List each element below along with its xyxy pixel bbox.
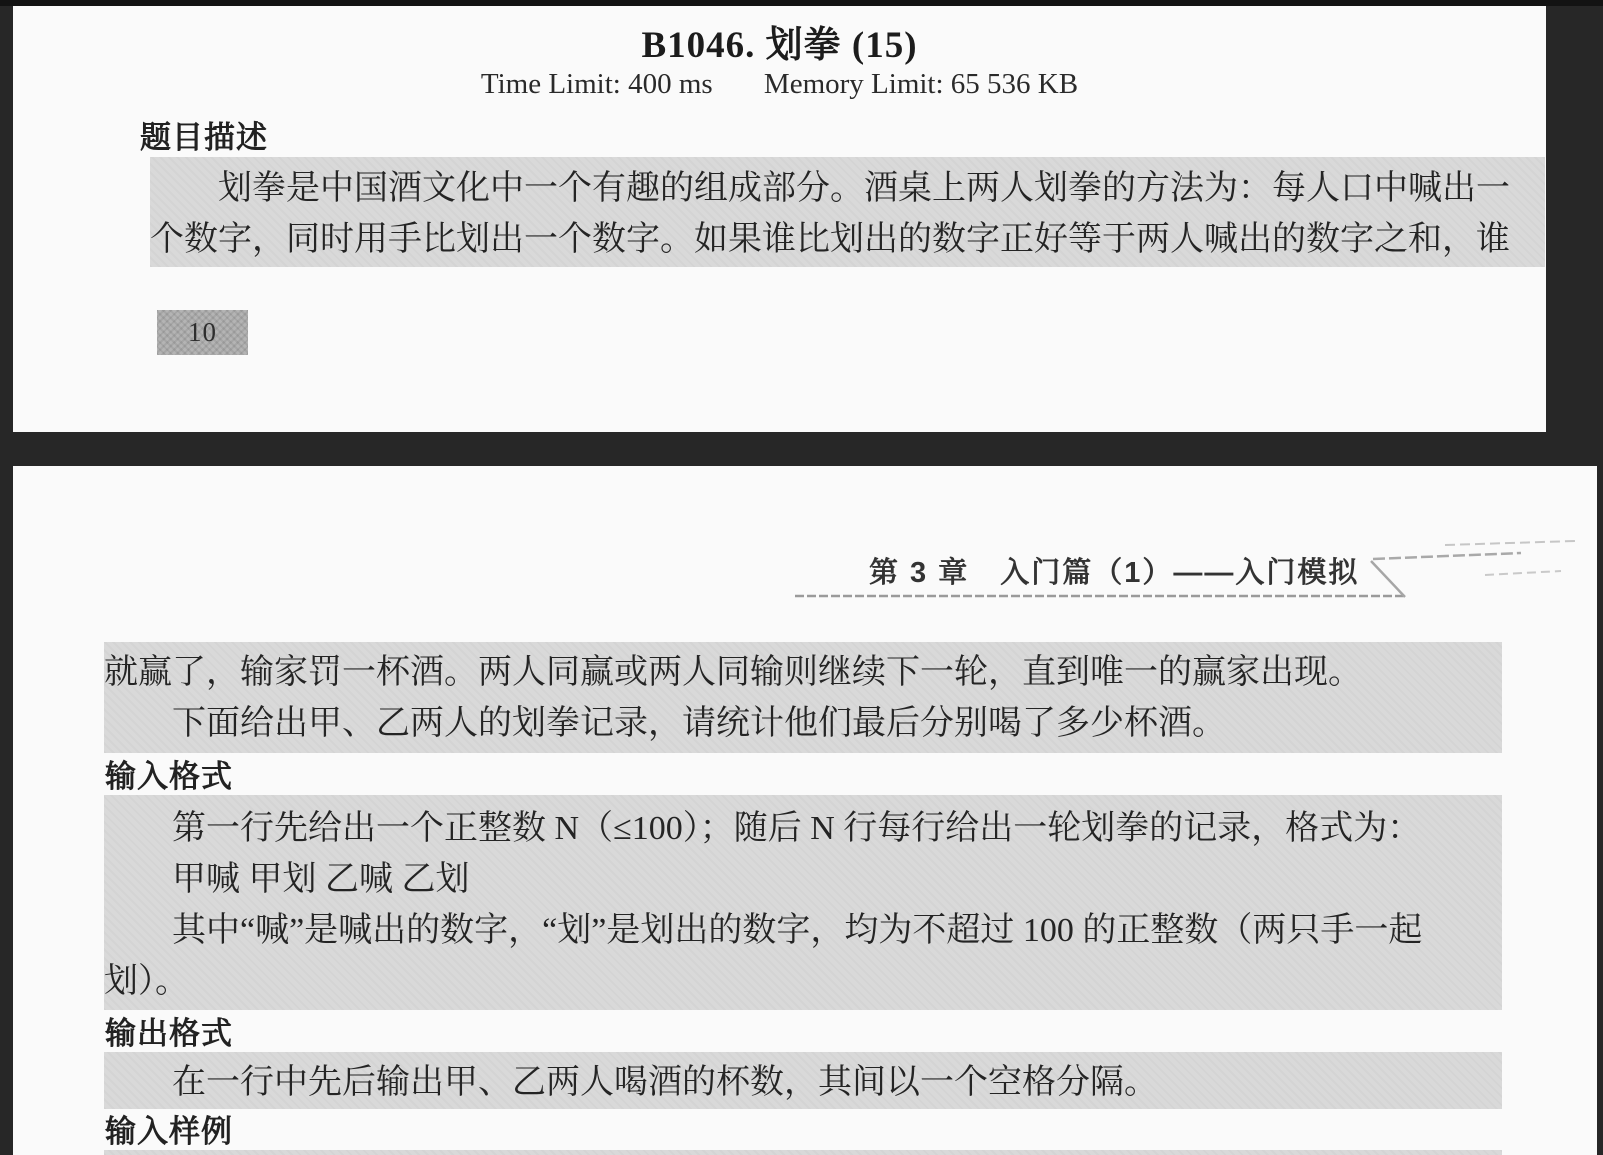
continuation-text-line: 就赢了，输家罚一杯酒。两人同赢或两人同输则继续下一轮，直到唯一的赢家出现。 xyxy=(104,654,1362,691)
sample-input-highlight-strip xyxy=(104,1150,1502,1155)
section-heading-description: 题目描述 xyxy=(140,120,268,155)
input-format-text-line: 第一行先给出一个正整数 N（≤100）；随后 N 行每行给出一轮划拳的记录，格式为： xyxy=(172,810,1422,847)
description-highlight-block xyxy=(150,157,1545,267)
section-heading-sample-input: 输入样例 xyxy=(105,1114,233,1149)
sample-number-box: 10 xyxy=(157,310,248,355)
output-format-text-line: 在一行中先后输出甲、乙两人喝酒的杯数，其间以一个空格分隔。 xyxy=(172,1064,1158,1101)
continuation-text-line: 下面给出甲、乙两人的划拳记录，请统计他们最后分别喝了多少杯酒。 xyxy=(172,705,1226,742)
problem-limits xyxy=(13,68,1546,101)
time-limit-label: Time Limit: 400 ms xyxy=(480,68,713,100)
memory-limit-label: Memory Limit: 65 536 KB xyxy=(763,68,1079,100)
problem-title: B1046. 划拳 (15) xyxy=(641,25,918,66)
input-format-text-line: 其中“喊”是喊出的数字，“划”是划出的数字，均为不超过 100 的正整数（两只手一起 xyxy=(172,912,1423,949)
header-flag-ornament xyxy=(773,536,1603,606)
section-heading-input-format: 输入格式 xyxy=(105,759,233,794)
continuation-highlight-block xyxy=(104,642,1502,753)
output-format-highlight-block xyxy=(104,1052,1502,1109)
page-fragment-bottom xyxy=(13,466,1597,1155)
input-format-text-line: 甲喊 甲划 乙喊 乙划 xyxy=(172,861,470,898)
input-format-highlight-block xyxy=(104,795,1502,1010)
chapter-running-header: 第 3 章 入门篇（1）——入门模拟 xyxy=(869,557,1360,589)
description-text-line: 划拳是中国酒文化中一个有趣的组成部分。酒桌上两人划拳的方法为：每人口中喊出一 xyxy=(218,170,1510,207)
input-format-text-line: 划）。 xyxy=(104,963,189,1000)
description-text-line: 个数字，同时用手比划出一个数字。如果谁比划出的数字正好等于两人喊出的数字之和，谁 xyxy=(150,221,1510,258)
section-heading-output-format: 输出格式 xyxy=(105,1016,233,1051)
page-fragment-top xyxy=(13,6,1546,432)
